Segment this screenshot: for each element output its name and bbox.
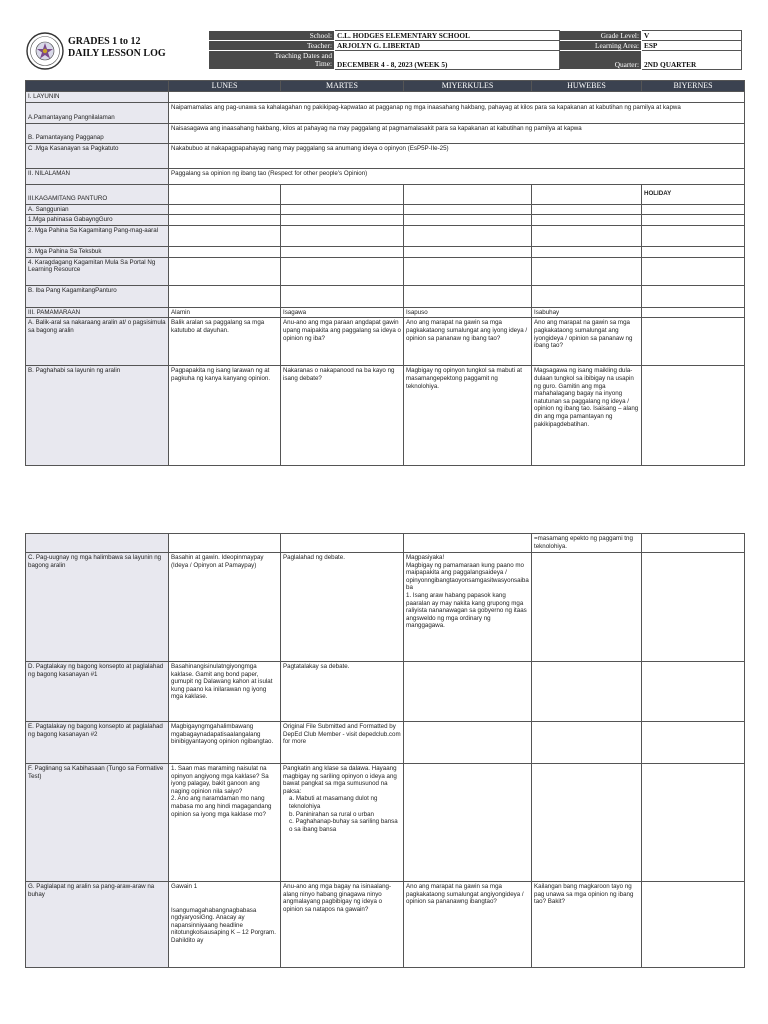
row-label-pamantayang-pagganap: B. Pamantayang Pagganap (26, 123, 169, 143)
cell (404, 722, 532, 764)
table-row (26, 662, 745, 722)
paglinang-tuesday-item-a: a. Mabuti at masamang dulot ng teknolohiya (289, 795, 378, 810)
pag-uugnay-wednesday-line-1: Magpasiyaka! (406, 554, 445, 561)
row-label-sanggunian: A. Sanggunian (26, 204, 169, 215)
paglinang-tuesday-intro: Pangkatin ang klase sa dalawa. Hayaang magbigay ng sariling opinyon o ideya ang bawat pangkat sa mga sumusunod na paksa: (283, 765, 397, 795)
teaching-dates-label (209, 51, 335, 70)
table-row (26, 553, 745, 662)
cell (404, 534, 532, 553)
day-header-wednesday: MIYERKULES (404, 81, 532, 92)
school-label: School: (209, 31, 335, 41)
paglinang-tuesday-item-b: b. Paninirahan sa rural o urban (289, 810, 374, 818)
paglalapat-wednesday: Ano ang marapat na gawin sa mga pagkakataong sumalungat angiyongideya / opinion sa pananawng ibangtao? (404, 882, 532, 968)
cell (642, 534, 745, 553)
paghahabi-monday: Pagpapakita ng isang larawan ng at pagkuha ng kanya kanyang opinion. (169, 366, 281, 466)
paghahabi-tuesday: Nakaranas o nakapanood na ba kayo ng isang debate? (281, 366, 404, 466)
table-row (26, 215, 745, 226)
teaching-dates-label-1: Teaching Dates and (274, 51, 332, 60)
table-row (26, 168, 745, 184)
cell (404, 662, 532, 722)
table-row (26, 722, 745, 764)
row-label-paglinang: F. Paglinang sa Kabihasaan (Tungo sa Formative Test) (26, 764, 169, 882)
cell (404, 764, 532, 882)
pag-uugnay-wednesday (404, 553, 532, 662)
paghahabi-wednesday: Magbigay ng opinyon tungkol sa mabuti at masamangepektong paggamit ng teknolohiya. (404, 366, 532, 466)
holiday-label: HOLIDAY (642, 184, 745, 204)
row-label-kagamitang-pang-mag-aaral: 2. Mga Pahina Sa Kagamitang Pang-mag-aaral (26, 225, 169, 246)
cell (642, 285, 745, 307)
row-label-paglalapat: G. Paglalapat ng aralin sa pang-araw-araw na buhay (26, 882, 169, 968)
cell (642, 553, 745, 662)
layunin-blank (169, 92, 745, 103)
mga-kasanayan-text: Nakabubuo at nakapagpapahayag nang may paggalang sa anumang ideya o opinyon (EsP5P-IIe-25) (169, 143, 745, 168)
paglinang-monday-q1: 1. Saan mas maraming naisulat na opinyon angiyong mga kaklase? Sa iyong palagay, bakit ganoon ang naging opinion nila saiyo? (171, 765, 269, 795)
school-value: C.L. HODGES ELEMENTARY SCHOOL (335, 31, 560, 41)
teacher-value: ARJOLYN G. LIBERTAD (335, 41, 560, 51)
cell (169, 225, 281, 246)
pag-uugnay-wednesday-line-3: 1. Isang araw habang papasok kang paaralan ay may nakita kang grupong mga raliyista nananawagan sa gobyerno ng itaas angsweldo ng mga ordinary ng manggagawa. (406, 591, 527, 630)
continued-thursday-text: =masamang epekto ng paggami tng teknolohiya. (532, 534, 642, 553)
pamantayang-pangnilalaman-text: Naipamamalas ang pag-unawa sa kahalagahan ng pakikipag-kapwatao at pagganap ng mga inaasahang hakbang, pahayag at kilos para sa kapakanan at kabutihan ng pamilya at kapwa (169, 102, 745, 123)
cell (404, 257, 532, 285)
row-label-nilalaman: II. NILALAMAN (26, 168, 169, 184)
cell (532, 257, 642, 285)
cell (642, 764, 745, 882)
cell (169, 184, 281, 204)
row-label-pagtalakay-1: D. Pagtalakay ng bagong konsepto at paglalahad ng bagong kasanayan #1 (26, 662, 169, 722)
title-grades: GRADES 1 to 12 (68, 36, 141, 47)
cell (642, 225, 745, 246)
cell (642, 246, 745, 257)
lesson-log-header (25, 30, 744, 72)
cell (532, 764, 642, 882)
cell (532, 225, 642, 246)
nilalaman-text: Paggalang sa opinion ng ibang tao (Respect for other people's Opinion) (169, 168, 745, 184)
quarter-label: Quarter: (560, 51, 642, 70)
row-label-pamantayang-pangnilalaman: A.Pamantayang Pangnilalaman (26, 102, 169, 123)
cell (532, 662, 642, 722)
table-row (26, 534, 745, 553)
cell (281, 257, 404, 285)
cell (404, 225, 532, 246)
cell (404, 184, 532, 204)
cell (642, 882, 745, 968)
pagtalakay-1-tuesday: Pagtatalakay sa debate. (281, 662, 404, 722)
cell (281, 285, 404, 307)
table-row (26, 285, 745, 307)
cell (404, 246, 532, 257)
pagtalakay-2-monday: Magbigayngmgahalimbawang mgabagaynadapatisaalangalang binibigyantayong opinion ngibangtao. (169, 722, 281, 764)
row-label-kagamitang-panturo: III.KAGAMITANG PANTURO (26, 184, 169, 204)
row-label-karagdagang-kagamitan: 4. Karagdagang Kagamitan Mula Sa Portal Ng Learning Resource (26, 257, 169, 285)
paglalapat-thursday: Kailangan bang magkaroon tayo ng pag unawa sa mga opinion ng ibang tao? Bakit? (532, 882, 642, 968)
pag-uugnay-tuesday: Paglalahad ng debate. (281, 553, 404, 662)
cell (169, 534, 281, 553)
table-row (26, 123, 745, 143)
isabuhay-label: Isabuhay (532, 307, 642, 318)
table-row (26, 307, 745, 318)
paglinang-tuesday (281, 764, 404, 882)
row-label-mga-kasanayan: C .Mga Kasanayan sa Pagkatuto (26, 143, 169, 168)
table-row (26, 246, 745, 257)
paglinang-monday (169, 764, 281, 882)
cell (642, 257, 745, 285)
cell (642, 215, 745, 226)
pag-uugnay-monday: Basahin at gawin. Ideopinmaypay (Ideya / Opinyon at Pamaypay) (169, 553, 281, 662)
cell (532, 215, 642, 226)
cell (642, 318, 745, 366)
day-header-monday: LUNES (169, 81, 281, 92)
cell (532, 553, 642, 662)
row-label-layunin: I. LAYUNIN (26, 92, 169, 103)
cell (642, 307, 745, 318)
cell (281, 184, 404, 204)
lesson-log-table-1 (25, 80, 745, 466)
day-header-blank (26, 81, 169, 92)
day-header-row (26, 81, 745, 92)
cell (169, 246, 281, 257)
pagtalakay-1-monday: Basahinangisinulatngiyongmga kaklase. Gamit ang bond paper, gumupit ng Dalawang kahon at isulat kung paano ka inilarawan ng iyong mga kaklase. (169, 662, 281, 722)
deped-seal-icon (25, 30, 65, 72)
table-row (26, 184, 745, 204)
cell (169, 215, 281, 226)
teaching-dates-label-2: Time: (314, 59, 332, 68)
row-label-pamamaraan: III. PAMAMARAAN (26, 307, 169, 318)
row-label-paghahabi: B. Paghahabi sa layunin ng aralin (26, 366, 169, 466)
row-label-iba-pang-kagamitan: B. Iba Pang KagamitangPanturo (26, 285, 169, 307)
table-row (26, 92, 745, 103)
cell (169, 285, 281, 307)
paghahabi-thursday: Magsagawa ng isang maikling dula-dulaan tungkol sa ibibigay na usapin ng guro. Gamitin ang mga mahahalagang bagay na inyong natutunan sa paggalang ng ideya / opinion ng ibang tao. Isaisang – alang din ang mga pamantayan ng pakikipagdebatihan. (532, 366, 642, 466)
day-header-thursday: HUWEBES (532, 81, 642, 92)
alamin-label: Alamin (169, 307, 281, 318)
cell (532, 285, 642, 307)
row-label-pag-uugnay: C. Pag-uugnay ng mga halimbawa sa layunin ng bagong aralin (26, 553, 169, 662)
cell (281, 246, 404, 257)
isapuso-label: Isapuso (404, 307, 532, 318)
paglinang-tuesday-item-c: c. Paghahanap-buhay sa sariling bansa o sa ibang bansa (289, 818, 398, 833)
table-row (26, 204, 745, 215)
cell (169, 204, 281, 215)
cell (642, 366, 745, 466)
day-header-tuesday: MARTES (281, 81, 404, 92)
pagtalakay-2-tuesday: Original File Submitted and Formatted by DepEd Club Member - visit depedclub.com for more (281, 722, 404, 764)
row-label-balik-aral: A. Balik-aral sa nakaraang aralin at/ o pagsisimula sa bagong aralin (26, 318, 169, 366)
table-row (26, 366, 745, 466)
balik-aral-wednesday: Ano ang marapat na gawin sa mga pagkakataong sumalungat ang iyong ideya / opinion sa pananaw ng ibang tao? (404, 318, 532, 366)
learning-area-label: Learning Area: (560, 41, 642, 51)
isagawa-label: Isagawa (281, 307, 404, 318)
learning-area-value: ESP (642, 41, 742, 51)
cell (26, 534, 169, 553)
cell (532, 722, 642, 764)
row-label-gabay-guro: 1.Mga pahinasa GabayngGuro (26, 215, 169, 226)
balik-aral-monday: Balik aralan sa paggalang sa mga katutubo at dayuhan. (169, 318, 281, 366)
cell (532, 204, 642, 215)
table-row (26, 318, 745, 366)
table-row (26, 225, 745, 246)
cell (642, 204, 745, 215)
balik-aral-thursday: Ano ang marapat na gawin sa mga pagkakataong sumalungat ang iyongideya / opinion sa pananaw ng ibang tao? (532, 318, 642, 366)
quarter-value: 2ND QUARTER (642, 51, 742, 70)
teacher-label: Teacher: (209, 41, 335, 51)
cell (281, 215, 404, 226)
title-dll: DAILY LESSON LOG (68, 48, 166, 59)
day-header-friday: BIYERNES (642, 81, 745, 92)
grade-level-label: Grade Level: (560, 31, 642, 41)
header-info-table (208, 30, 742, 70)
paglinang-monday-q2: 2. Ano ang naramdaman mo nang mabasa mo ang hindi magagandang opinion sa iyong mga kaklase mo? (171, 795, 272, 818)
paglalapat-monday-text: Isangumagahabangnagbabasa ngdyaryosiGng. Anacay ay napansinniyaang headline nitotungkolsausaping K – 12 Porgram. Dahildito ay (171, 906, 276, 944)
cell (281, 225, 404, 246)
cell (169, 257, 281, 285)
cell (532, 184, 642, 204)
table-row (26, 764, 745, 882)
cell (642, 722, 745, 764)
table-row (26, 143, 745, 168)
cell (404, 204, 532, 215)
balik-aral-tuesday: Anu-ano ang mga paraan angdapat gawin upang maipakita ang paggalang sa ideya o opinion ng iba? (281, 318, 404, 366)
pag-uugnay-wednesday-line-2: Magbigay ng pamamaraan kung paano mo maipapakita ang paggalangsaideya / opinyonngibangtaoyonsamgasitwasyonsaibaba (406, 561, 529, 592)
paglalapat-monday-gawain: Gawain 1 (171, 883, 198, 890)
table-row (26, 882, 745, 968)
cell (404, 285, 532, 307)
table-row (26, 102, 745, 123)
row-label-teksbuk: 3. Mga Pahina Sa Teksbuk (26, 246, 169, 257)
cell (642, 662, 745, 722)
table-row (26, 257, 745, 285)
paglalapat-monday (169, 882, 281, 968)
paglalapat-tuesday: Anu-ano ang mga bagay na isinaalang-alang ninyo habang ginagawa ninyo angmalayang pagbibigay ng ideya o opinion sa natapos na gawain? (281, 882, 404, 968)
pamantayang-pagganap-text: Naisasagawa ang inaasahang hakbang, kilos at pahayag na may paggalang at pagmamalasakit para sa kapakanan at kabutihan ng pamilya at kapwa (169, 123, 745, 143)
grade-level-value: V (642, 31, 742, 41)
cell (532, 246, 642, 257)
cell (281, 204, 404, 215)
lesson-log-table-2 (25, 533, 745, 968)
cell (404, 215, 532, 226)
cell (281, 534, 404, 553)
lesson-log-title (68, 36, 166, 60)
row-label-pagtalakay-2: E. Pagtalakay ng bagong konsepto at paglalahad ng bagong kasanayan #2 (26, 722, 169, 764)
teaching-dates-value: DECEMBER 4 - 8, 2023 (WEEK 5) (335, 51, 560, 70)
